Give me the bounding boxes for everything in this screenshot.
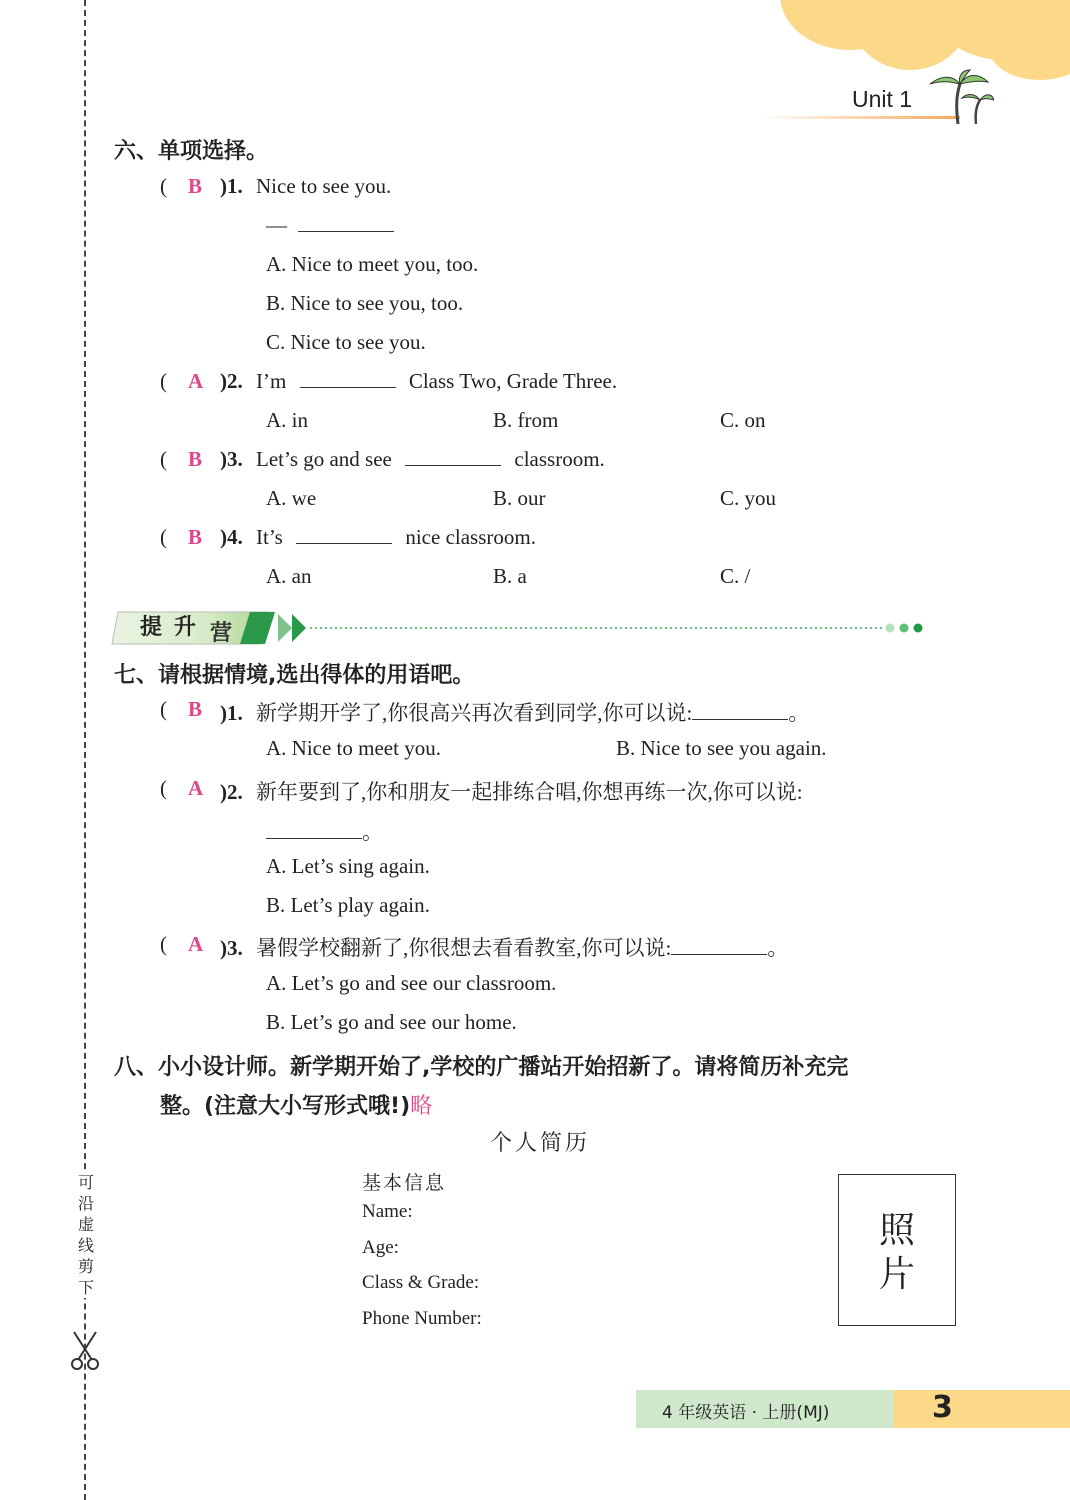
resume-field-class: Class & Grade:	[362, 1272, 480, 1293]
blank-field[interactable]	[405, 449, 501, 466]
paren-open: (	[160, 525, 167, 549]
answer-6-4: B	[188, 525, 203, 549]
blank-field[interactable]	[266, 822, 362, 839]
paren-open: (	[160, 174, 167, 198]
question-6-4: )4. It’s nice classroom.	[220, 525, 536, 549]
option-6-4-c: C. /	[720, 564, 751, 588]
blank-field[interactable]	[296, 527, 392, 544]
unit-label: Unit 1	[852, 86, 913, 112]
option-6-1-a: A. Nice to meet you, too.	[266, 252, 479, 276]
resume-subtitle: 基本信息	[362, 1172, 447, 1194]
option-6-4-b: B. a	[493, 564, 527, 588]
resume-field-age: Age:	[362, 1237, 399, 1258]
option-7-2-b: B. Let’s play again.	[266, 893, 430, 917]
question-7-3: )3. 暑假学校翻新了,你很想去看看教室,你可以说: 。	[220, 936, 789, 960]
paren-open: (	[160, 932, 167, 956]
resume-title: 个人简历	[490, 1131, 591, 1156]
photo-box[interactable]	[838, 1174, 956, 1326]
option-6-4-a: A. an	[266, 564, 312, 588]
section-8-title-line2: 整。(注意大小写形式哦!)略	[160, 1094, 433, 1119]
answer-7-3: A	[188, 932, 204, 956]
answer-6-2: A	[188, 369, 204, 393]
footer-book-title: 4 年级英语 · 上册(MJ)	[662, 1403, 830, 1423]
question-6-3: )3. Let’s go and see classroom.	[220, 447, 605, 471]
option-6-1-c: C. Nice to see you.	[266, 330, 426, 354]
banner-label-2: 升	[174, 615, 197, 640]
option-7-2-a: A. Let’s sing again.	[266, 854, 430, 878]
option-7-3-a: A. Let’s go and see our classroom.	[266, 971, 557, 995]
section-8-title: 八、小小设计师。新学期开始了,学校的广播站开始招新了。请将简历补充完	[114, 1055, 849, 1080]
answer-7-2: A	[188, 776, 204, 800]
answer-7-1: B	[188, 697, 203, 721]
blank-field[interactable]	[298, 215, 394, 232]
blank-field[interactable]	[300, 371, 396, 388]
section-8-answer: 略	[410, 1094, 433, 1119]
question-6-1: )1. Nice to see you.	[220, 174, 392, 198]
photo-label-2: 片	[879, 1254, 916, 1295]
section-7-title: 七、请根据情境,选出得体的用语吧。	[114, 663, 475, 688]
paren-open: (	[160, 369, 167, 393]
option-6-3-c: C. you	[720, 486, 777, 510]
resume-field-name: Name:	[362, 1201, 413, 1222]
option-6-2-a: A. in	[266, 408, 308, 432]
option-7-1-a: A. Nice to meet you.	[266, 736, 441, 760]
option-6-3-b: B. our	[493, 486, 546, 510]
answer-line-7-2: 。	[266, 816, 383, 846]
option-6-2-b: B. from	[493, 408, 559, 432]
question-7-1: )1. 新学期开学了,你很高兴再次看到同学,你可以说: 。	[220, 701, 810, 725]
paren-open: (	[160, 776, 167, 800]
answer-6-3: B	[188, 447, 203, 471]
banner-graphic	[110, 608, 930, 648]
palm-tree-icon	[922, 68, 994, 126]
answer-line-6-1: —	[266, 213, 394, 238]
option-7-3-b: B. Let’s go and see our home.	[266, 1010, 517, 1034]
footer-book-bar	[636, 1390, 894, 1428]
option-6-3-a: A. we	[266, 486, 317, 510]
cut-hint: 可 沿 虚 线 剪 下	[77, 1173, 94, 1297]
banner-label-3: 营	[210, 621, 233, 646]
scissors-icon	[68, 1330, 102, 1372]
page-number: 3	[932, 1390, 953, 1425]
blank-field[interactable]	[671, 938, 767, 955]
footer-page-bar	[894, 1390, 1070, 1428]
option-6-1-b: B. Nice to see you, too.	[266, 291, 464, 315]
resume-field-phone: Phone Number:	[362, 1308, 482, 1329]
question-6-2: )2. I’m Class Two, Grade Three.	[220, 369, 618, 393]
blank-field[interactable]	[692, 703, 788, 720]
section-6-title: 六、单项选择。	[114, 139, 269, 164]
question-7-2: )2. 新年要到了,你和朋友一起排练合唱,你想再练一次,你可以说:	[220, 780, 803, 804]
answer-6-1: B	[188, 174, 203, 198]
banner-label-1: 提	[140, 615, 163, 640]
paren-open: (	[160, 697, 167, 721]
option-7-1-b: B. Nice to see you again.	[616, 736, 827, 760]
photo-label-1: 照	[879, 1210, 916, 1251]
option-6-2-c: C. on	[720, 408, 766, 432]
paren-open: (	[160, 447, 167, 471]
